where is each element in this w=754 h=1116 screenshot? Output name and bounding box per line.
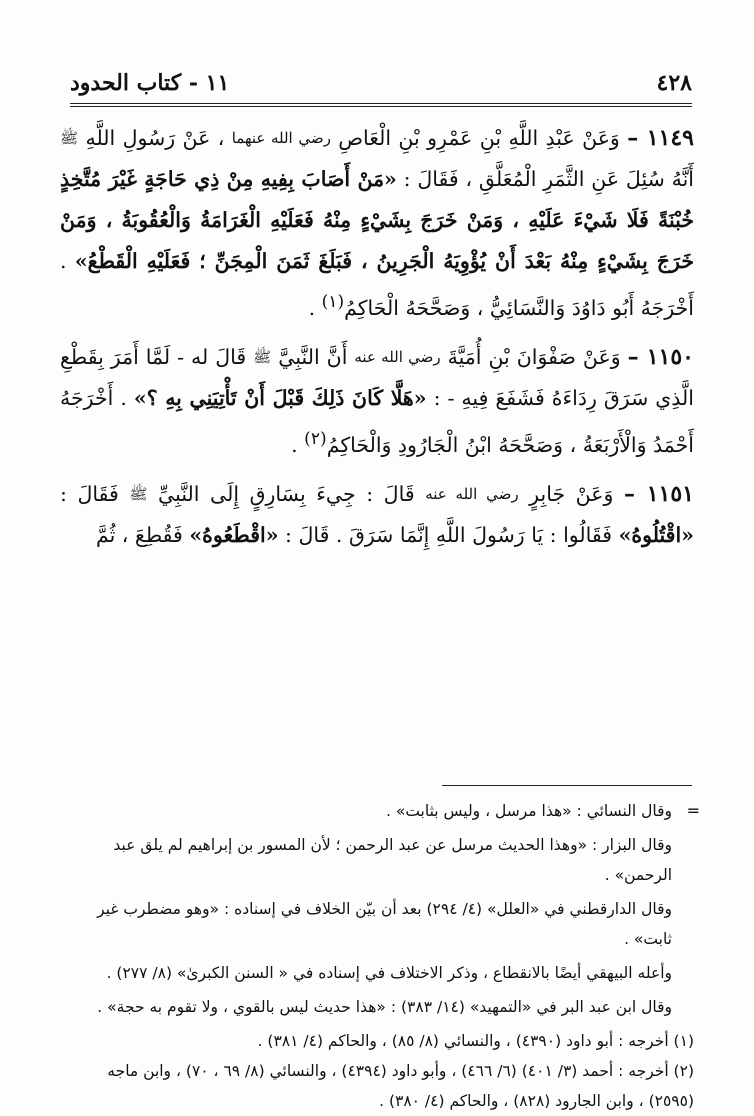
note-paragraph: وقال الدارقطني في «العلل» (٤/ ٢٩٤) بعد أن بيّن الخلاف في إسناده : «وهو مضطرب غير ثابت» .: [97, 900, 672, 948]
note-paragraph: وقال النسائي : «هذا مرسل ، وليس بثابت» .: [386, 802, 672, 820]
salutation-glyph: ﷺ: [60, 129, 79, 147]
text-run: . أَخْرَجَهُ أَحْمَدُ وَالْأَرْبَعَةُ ، وَصَحَّحَهُ ابْنُ الْجَارُودِ وَالْحَاكِمُ: [60, 385, 694, 457]
continuation-mark: =: [686, 801, 700, 820]
footnote-1: (١) أخرجه : أبو داود (٤٣٩٠) ، والنسائي (٨/ ٨٥) ، والحاكم (٤/ ٣٨١) .: [257, 1032, 694, 1050]
footnote-ref[interactable]: (٢): [304, 428, 327, 449]
text-run: فَقَالُوا : يَا رَسُولَ اللَّهِ إِنَّمَا سَرَقَ . قَالَ :: [278, 522, 619, 547]
hadith-1150: [60, 337, 694, 466]
text-run: وَعَنْ عَبْدِ اللَّهِ بْنِ عَمْرِو بْنِ الْعَاصِ: [330, 126, 628, 150]
text-run: فَقُطِعَ ، ثُمَّ: [95, 522, 190, 547]
prophetic-saying: «هَلَّا كَانَ ذَلِكَ قَبْلَ أَنْ تَأْتِيَنِي بِهِ ؟»: [133, 385, 427, 410]
prophetic-saying: «اقْتُلُوهُ»: [618, 522, 694, 547]
note-paragraph: وقال ابن عبد البر في «التمهيد» (١٤/ ٣٨٣) : «هذا حديث ليس بالقوي ، ولا تقوم به حجة» .: [97, 998, 672, 1016]
text-run: قَالَ : جِيءَ بِسَارِقٍ إِلَى النَّبِيِّ: [147, 481, 426, 506]
text-run: .: [291, 432, 305, 457]
page-number: ٤٢٨: [656, 70, 692, 96]
text-run: وَعَنْ جَابِرٍ: [518, 481, 624, 506]
prophetic-saying: «مَنْ أَصَابَ بِفِيهِ مِنْ ذِي حَاجَةٍ غَيْرَ مُتَّخِذٍ خُبْنَةً فَلَا شَيْءَ عَلَيْهِ ، وَمَنْ خَرَجَ بِشَيْءٍ مِنْهُ فَعَلَيْهِ الْغَرَامَةُ وَالْعُقُوبَةُ ، وَمَنْ خَرَجَ بِشَيْءٍ مِنْهُ بَعْدَ أَنْ يُؤْوِيَهُ الْجَرِينُ ، فَبَلَغَ ثَمَنَ الْمِجَنِّ ؛ فَعَلَيْهِ الْقَطْعُ»: [60, 167, 694, 273]
chapter-title: ١١ - كتاب الحدود: [70, 70, 230, 96]
hadith-number: ١١٥١ –: [624, 480, 694, 507]
note-paragraph: وقال البزار : «وهذا الحديث مرسل عن عبد الرحمن ؛ لأن المسور بن إبراهيم لم يلق عبد الرحمن» .: [113, 836, 672, 884]
hadith-text: [60, 337, 694, 466]
honorific-glyph: رضي الله عنهما: [231, 129, 331, 147]
note-paragraph: وأعله البيهقي أيضًا بالانقطاع ، وذكر الاختلاف في إسناده في « السنن الكبرىٰ» (٨/ ٢٧٧) .: [106, 964, 672, 982]
hadith-text: [60, 474, 694, 556]
main-text: [60, 118, 694, 564]
footnote-2: (٢) أخرجه : أحمد (٣/ ٤٠١) (٦/ ٤٦٦) ، وأبو داود (٤٣٩٤) ، والنسائي (٨/ ٦٩ ، ٧٠) ، وابن ماجه (٢٥٩٥) ، وابن الجارود (٨٢٨) ، والحاكم (٤/ ٣٨٠) .: [107, 1062, 694, 1110]
footnotes-section: [70, 796, 700, 1116]
honorific-glyph: رضي الله عنه: [425, 484, 519, 503]
text-run: .: [308, 295, 322, 320]
hadith-1151: [60, 474, 694, 556]
text-run: وَعَنْ صَفْوَانَ بْنِ أُمَيَّةَ: [440, 344, 628, 369]
text-run: ، عَنْ رَسُولِ اللَّهِ: [78, 126, 232, 150]
running-header: [70, 66, 692, 100]
text-run: فَقَالَ :: [60, 481, 130, 506]
hadith-number: ١١٤٩ –: [627, 125, 694, 151]
salutation-glyph: ﷺ: [129, 484, 148, 503]
header-rule: [70, 103, 692, 107]
salutation-glyph: ﷺ: [253, 347, 272, 366]
prophetic-saying: «اقْطَعُوهُ»: [189, 522, 279, 547]
footnote-rule: [442, 785, 692, 786]
hadith-text: [60, 118, 694, 329]
honorific-glyph: رضي الله عنه: [354, 347, 441, 366]
hadith-number: ١١٥٠ –: [627, 343, 694, 370]
text-run: أَنَّ النَّبِيَّ: [271, 344, 355, 369]
footnote-ref[interactable]: (١): [321, 292, 345, 312]
text-run: . أَخْرَجَهُ أَبُو دَاوُدَ وَالنَّسَائِيُّ ، وَصَحَّحَهُ الْحَاكِمُ: [60, 249, 694, 320]
text-run: قَالَ له - لَمَّا أَمَرَ بِقَطْعِ الَّذِي سَرَقَ رِدَاءَهُ فَشَفَعَ فِيهِ - :: [60, 344, 694, 410]
hadith-1149: [60, 118, 694, 329]
text-run: أَنَّهُ سُئِلَ عَنِ الثَّمَرِ الْمُعَلَّقِ ، فَقَالَ :: [396, 167, 694, 191]
